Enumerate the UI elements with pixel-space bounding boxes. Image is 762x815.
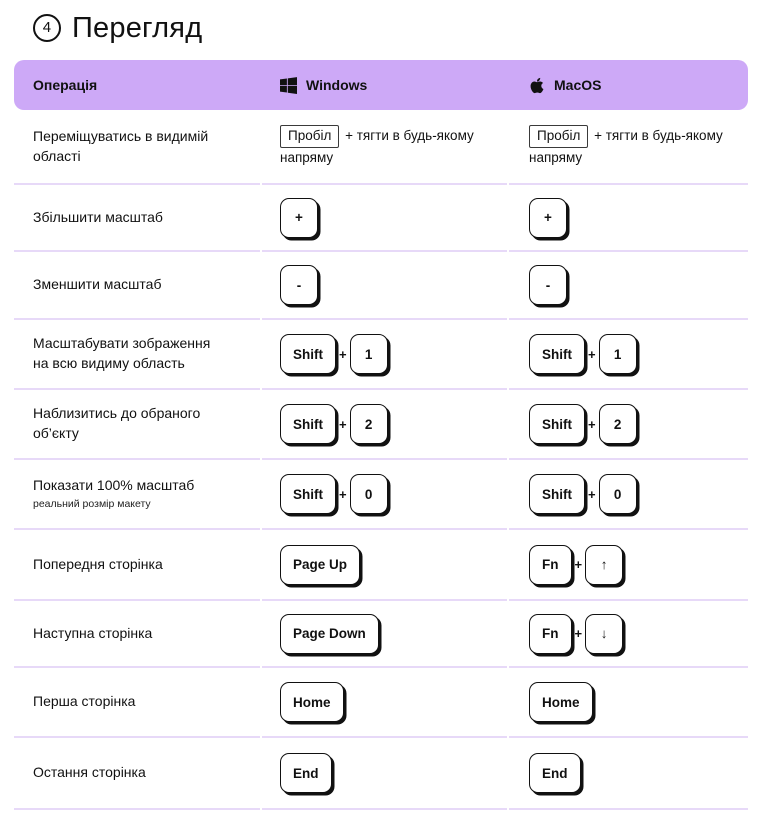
windows-shortcut-cell bbox=[262, 320, 507, 390]
keycap: Shift bbox=[529, 334, 585, 374]
section-number: 4 bbox=[42, 19, 52, 36]
keycap: Home bbox=[529, 682, 593, 722]
operation-label: Наблизитись до обраного об’єкту bbox=[33, 405, 201, 441]
operation-label: Остання сторінка bbox=[33, 764, 146, 781]
keycap: Shift bbox=[280, 474, 336, 514]
keycap: 0 bbox=[350, 474, 388, 514]
shortcut-text: + тягти в будь-якому напряму bbox=[529, 127, 723, 165]
plus-separator: + bbox=[588, 416, 596, 432]
macos-shortcut-cell bbox=[509, 390, 748, 460]
circled-number-icon bbox=[33, 14, 61, 42]
plus-separator: + bbox=[339, 346, 347, 362]
operation-label: Збільшити масштаб bbox=[33, 208, 163, 225]
macos-shortcut-cell bbox=[509, 110, 748, 185]
windows-shortcut-cell bbox=[262, 390, 507, 460]
operation-label: Показати 100% масштаб bbox=[33, 477, 195, 494]
windows-logo-icon bbox=[280, 77, 297, 94]
macos-shortcut-cell bbox=[509, 185, 748, 252]
inline-keycap: Пробіл bbox=[280, 125, 339, 148]
operation-cell bbox=[14, 390, 260, 460]
plus-separator: + bbox=[588, 346, 596, 362]
windows-shortcut-cell bbox=[262, 110, 507, 185]
windows-shortcut-cell bbox=[262, 460, 507, 530]
macos-shortcut-cell bbox=[509, 601, 748, 668]
plus-separator: + bbox=[574, 557, 583, 572]
operation-cell bbox=[14, 530, 260, 601]
keycap: 2 bbox=[350, 404, 388, 444]
shortcut-text: + тягти в будь-якому напряму bbox=[280, 127, 474, 165]
plus-separator: + bbox=[339, 486, 347, 502]
table-header bbox=[14, 60, 748, 110]
table-row bbox=[14, 738, 748, 810]
windows-header-label: Windows bbox=[306, 77, 368, 93]
table-row bbox=[14, 110, 748, 185]
keycap: End bbox=[529, 753, 581, 793]
keycap: + bbox=[280, 198, 318, 238]
shortcut-description bbox=[280, 125, 496, 169]
macos-shortcut-cell bbox=[509, 320, 748, 390]
page-title bbox=[33, 10, 748, 46]
operation-label: Попередня сторінка bbox=[33, 555, 163, 572]
macos-shortcut-cell bbox=[509, 530, 748, 601]
operation-cell bbox=[14, 668, 260, 738]
page-title-text: Перегляд bbox=[72, 12, 203, 44]
table-row bbox=[14, 668, 748, 738]
operation-cell bbox=[14, 460, 260, 530]
operation-label: Перша сторінка bbox=[33, 693, 136, 710]
table-row bbox=[14, 252, 748, 320]
table-row bbox=[14, 185, 748, 252]
keycap: Shift bbox=[280, 404, 336, 444]
operation-label: Переміщуватись в видимій області bbox=[33, 127, 209, 164]
inline-keycap: Пробіл bbox=[529, 125, 588, 148]
operation-cell bbox=[14, 252, 260, 320]
table-row bbox=[14, 601, 748, 668]
keycap: Fn bbox=[529, 545, 572, 585]
keycap: Page Up bbox=[280, 545, 360, 585]
table-row bbox=[14, 460, 748, 530]
keycap: End bbox=[280, 753, 332, 793]
operation-cell bbox=[14, 110, 260, 185]
keycap: 0 bbox=[599, 474, 637, 514]
operation-cell bbox=[14, 738, 260, 810]
keycap: - bbox=[529, 265, 567, 305]
macos-shortcut-cell bbox=[509, 252, 748, 320]
operation-cell bbox=[14, 601, 260, 668]
column-header-operation bbox=[14, 77, 260, 93]
column-header-macos bbox=[509, 76, 748, 95]
keycap: ↓ bbox=[585, 614, 623, 654]
shortcut-description bbox=[529, 125, 744, 169]
windows-shortcut-cell bbox=[262, 668, 507, 738]
windows-shortcut-cell bbox=[262, 530, 507, 601]
keycap: ↑ bbox=[585, 545, 623, 585]
table-row bbox=[14, 530, 748, 601]
windows-shortcut-cell bbox=[262, 185, 507, 252]
windows-shortcut-cell bbox=[262, 601, 507, 668]
operation-label: Зменшити масштаб bbox=[33, 276, 162, 293]
keycap: 2 bbox=[599, 404, 637, 444]
macos-shortcut-cell bbox=[509, 738, 748, 810]
macos-shortcut-cell bbox=[509, 668, 748, 738]
macos-header-label: MacOS bbox=[554, 77, 602, 93]
table-row bbox=[14, 320, 748, 390]
operation-label: Масштабувати зображення на всю видиму область bbox=[33, 335, 211, 371]
windows-shortcut-cell bbox=[262, 252, 507, 320]
operation-cell bbox=[14, 185, 260, 252]
keycap: Home bbox=[280, 682, 344, 722]
plus-separator: + bbox=[339, 416, 347, 432]
keycap: 1 bbox=[599, 334, 637, 374]
keycap: Shift bbox=[529, 404, 585, 444]
keycap: - bbox=[280, 265, 318, 305]
table-row bbox=[14, 390, 748, 460]
keycap: 1 bbox=[350, 334, 388, 374]
column-header-windows bbox=[262, 77, 507, 94]
keycap: Shift bbox=[529, 474, 585, 514]
keycap: Fn bbox=[529, 614, 572, 654]
plus-separator: + bbox=[574, 626, 583, 641]
operation-header-label: Операція bbox=[33, 77, 98, 93]
macos-shortcut-cell bbox=[509, 460, 748, 530]
operation-label: Наступна сторінка bbox=[33, 624, 153, 641]
operation-cell bbox=[14, 320, 260, 390]
keycap: Shift bbox=[280, 334, 336, 374]
keycap: + bbox=[529, 198, 567, 238]
plus-separator: + bbox=[588, 486, 596, 502]
operation-note: реальний розмір макету bbox=[33, 498, 151, 511]
apple-logo-icon bbox=[529, 76, 545, 95]
keycap: Page Down bbox=[280, 614, 379, 654]
windows-shortcut-cell bbox=[262, 738, 507, 810]
